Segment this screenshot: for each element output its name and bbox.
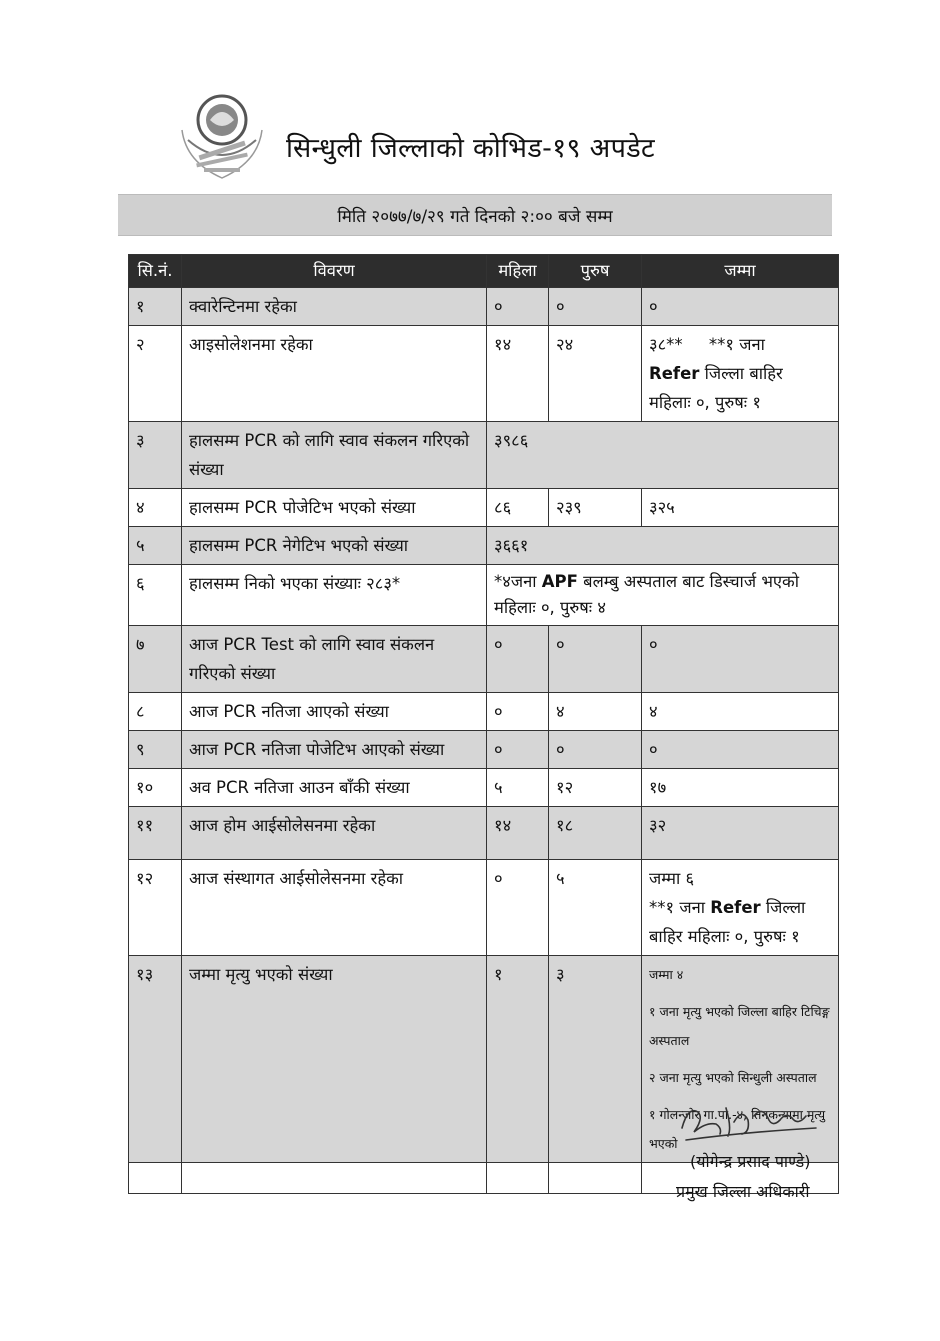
empty-cell [129, 1163, 182, 1194]
empty-cell [487, 1163, 549, 1194]
table-row [129, 489, 839, 527]
col-header-female: महिला [487, 255, 549, 288]
row-description: आज होम आईसोलेसनमा रहेका [182, 807, 487, 860]
table-header-row [129, 255, 839, 288]
table-row [129, 527, 839, 565]
row-male: १८ [549, 807, 642, 860]
row-serial: ८ [129, 693, 182, 731]
row-male: २४ [549, 326, 642, 422]
table-row [129, 626, 839, 693]
row-female: ० [487, 693, 549, 731]
total-note: जिल्ला बाहिर महिलाः ०, पुरुषः १ [649, 898, 806, 946]
row-total: ० [642, 731, 839, 769]
row-description: हालसम्म PCR नेगेटिभ भएको संख्या [182, 527, 487, 565]
row-male: ० [549, 626, 642, 693]
covid-update-table [128, 254, 839, 1194]
row-description: आज PCR नतिजा पोजेटिभ आएको संख्या [182, 731, 487, 769]
table-row [129, 731, 839, 769]
total-note: **१ जना [649, 898, 705, 917]
note-text: महिलाः ०, पुरुषः ४ [494, 598, 606, 617]
death-note: १ गोलन्जोर गा.पा.-४, तिनकन्यामा मृत्यु भएको [649, 1107, 826, 1151]
row-female: १ [487, 956, 549, 1163]
date-banner [118, 194, 832, 236]
row-female: ० [487, 288, 549, 326]
row-female: १४ [487, 807, 549, 860]
apf-label: APF [541, 572, 578, 591]
row-male: ० [549, 288, 642, 326]
row-female: ५ [487, 769, 549, 807]
row-description: अव PCR नतिजा आउन बाँकी संख्या [182, 769, 487, 807]
row-serial: ९ [129, 731, 182, 769]
table-row [129, 860, 839, 956]
col-header-description: विवरण [182, 255, 487, 288]
empty-cell [549, 1163, 642, 1194]
row-total: ० [642, 626, 839, 693]
row-male: २३९ [549, 489, 642, 527]
table-row [129, 422, 839, 489]
row-serial: २ [129, 326, 182, 422]
total-value: जम्मा ६ [649, 869, 695, 888]
row-male: ४ [549, 693, 642, 731]
table-row [129, 565, 839, 626]
col-header-sn: सि.नं. [129, 255, 182, 288]
row-total-with-note [642, 860, 839, 956]
row-value: ३९८६ [487, 422, 839, 489]
row-total: ० [642, 288, 839, 326]
row-male: ० [549, 731, 642, 769]
refer-label: Refer [649, 364, 700, 383]
table-row [129, 807, 839, 860]
col-header-male: पुरुष [549, 255, 642, 288]
row-total: ३२५ [642, 489, 839, 527]
date-line: मिति २०७७/७/२९ गते दिनको २:०० बजे सम्म [337, 206, 613, 227]
row-serial: ४ [129, 489, 182, 527]
row-description: आज संस्थागत आईसोलेसनमा रहेका [182, 860, 487, 956]
row-description: जम्मा मृत्यु भएको संख्या [182, 956, 487, 1163]
row-total-with-note [642, 326, 839, 422]
row-description: आज PCR नतिजा आएको संख्या [182, 693, 487, 731]
note-text: *४जना [494, 572, 537, 591]
row-female: ० [487, 731, 549, 769]
row-serial: १२ [129, 860, 182, 956]
row-serial: ७ [129, 626, 182, 693]
row-female: ८६ [487, 489, 549, 527]
page-title: सिन्धुली जिल्लाको कोभिड-१९ अपडेट [286, 133, 655, 164]
signer-name: (योगेन्द्र प्रसाद पाण्डे) [690, 1152, 811, 1171]
table-row [129, 769, 839, 807]
row-total: ४ [642, 693, 839, 731]
row-female: ० [487, 626, 549, 693]
row-description: आइसोलेशनमा रहेका [182, 326, 487, 422]
table-row [129, 693, 839, 731]
row-female: १४ [487, 326, 549, 422]
row-serial: १३ [129, 956, 182, 1163]
row-description: हालसम्म निको भएका संख्याः २८३* [182, 565, 487, 626]
row-total: ३२ [642, 807, 839, 860]
death-note: २ जना मृत्यु भएको सिन्धुली अस्पताल [649, 1070, 817, 1085]
row-serial: ६ [129, 565, 182, 626]
row-male: ३ [549, 956, 642, 1163]
total-note: महिलाः ०, पुरुषः १ [649, 393, 761, 412]
table-row [129, 288, 839, 326]
total-value: जम्मा ४ [649, 967, 684, 982]
death-note: १ जना मृत्यु भएको जिल्ला बाहिर टिचिङ्ग अस्पताल [649, 1004, 830, 1048]
note-text: बलम्बु अस्पताल बाट डिस्चार्ज भएको [583, 572, 799, 591]
handwritten-signature [676, 1098, 826, 1144]
row-description: क्वारेन्टिनमा रहेका [182, 288, 487, 326]
row-male: ५ [549, 860, 642, 956]
row-serial: ५ [129, 527, 182, 565]
row-value: ३६६१ [487, 527, 839, 565]
total-value: ३८** [649, 335, 683, 354]
row-description: आज PCR Test को लागि स्वाव संकलन गरिएको संख्या [182, 626, 487, 693]
total-note: जिल्ला बाहिर [704, 364, 783, 383]
row-serial: ३ [129, 422, 182, 489]
row-serial: ११ [129, 807, 182, 860]
government-emblem-seal [168, 82, 276, 190]
row-description: हालसम्म PCR को लागि स्वाव संकलन गरिएको संख्या [182, 422, 487, 489]
row-male: १२ [549, 769, 642, 807]
empty-cell [182, 1163, 487, 1194]
signer-designation: प्रमुख जिल्ला अधिकारी [676, 1182, 810, 1201]
row-serial: १ [129, 288, 182, 326]
row-female: ० [487, 860, 549, 956]
col-header-total: जम्मा [642, 255, 839, 288]
table-row [129, 326, 839, 422]
row-note [487, 565, 839, 626]
row-serial: १० [129, 769, 182, 807]
row-description: हालसम्म PCR पोजेटिभ भएको संख्या [182, 489, 487, 527]
refer-label: Refer [710, 898, 761, 917]
total-note: **१ जना [708, 335, 765, 354]
row-total: १७ [642, 769, 839, 807]
